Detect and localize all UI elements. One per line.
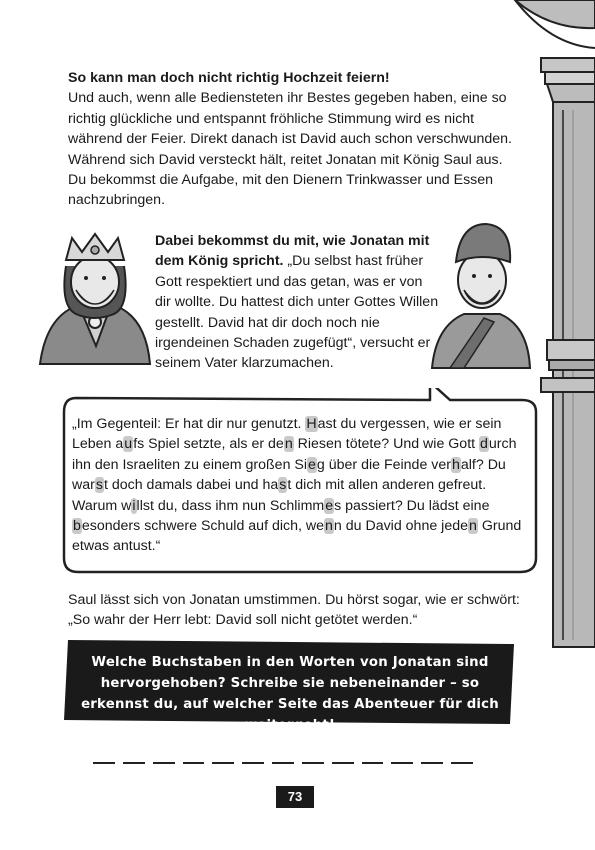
intro-paragraph — [68, 68, 513, 211]
answer-blank[interactable] — [391, 762, 413, 764]
answer-blank[interactable] — [123, 762, 145, 764]
answer-blank[interactable] — [451, 762, 473, 764]
page-number: 73 — [276, 786, 314, 808]
speech-intro-lead: Dabei bekommst du mit, wie Jonatan mit dem König spricht. — [155, 233, 430, 270]
speech-intro-quote: „Du selbst hast früher Gott respektiert und das getan, was er von dir wollte. Du hattest dich unter Gottes Willen gestellt. David hat dir doch noch nie irgendeinen Schaden zugefügt“, versucht er seinem Vater klarzumachen. — [155, 253, 439, 372]
bubble-text-segment: fs Spiel setzte, als er de — [133, 436, 284, 453]
highlighted-letter: h — [451, 456, 460, 473]
bubble-text-segment: ast du vergessen, wie er sein Leben a — [72, 416, 502, 453]
answer-blank[interactable] — [93, 762, 115, 764]
bubble-text-segment: Riesen tötete? Und wie Gott — [293, 436, 480, 453]
answer-blank[interactable] — [272, 762, 294, 764]
answer-blank[interactable] — [212, 762, 234, 764]
highlighted-letter: s — [95, 477, 103, 494]
bubble-text-segment: esonders schwere Schuld auf dich, we — [81, 518, 324, 535]
bubble-text-segment: Grund etwas antust.“ — [72, 518, 522, 555]
answer-blank[interactable] — [242, 762, 264, 764]
answer-blank[interactable] — [332, 762, 354, 764]
highlighted-letter: n — [469, 518, 477, 535]
speech-intro-paragraph — [155, 231, 440, 374]
highlighted-letter: e — [308, 456, 316, 473]
bubble-text-segment: llst du, dass ihm nun Schlimm — [136, 497, 325, 514]
answer-blank[interactable] — [362, 762, 384, 764]
bubble-text-segment: alf? Du war — [72, 456, 506, 494]
bubble-text-segment: n du David ohne jede — [333, 518, 468, 535]
highlighted-letter: n — [284, 436, 293, 453]
answer-blank[interactable] — [302, 762, 324, 764]
jonatan-illustration — [430, 218, 532, 376]
intro-body: Und auch, wenn alle Bediensteten ihr Bestes gegeben haben, eine so richtig glückliche und entspannt fröhliche Stimmung wird es nicht während der Feier. Direkt danach ist David auch schon verschwunden. Während sich David versteckt hält, reitet Jonatan mit König Saul aus. Du bekommst die Aufgabe, mit den Dienern Trinkwasser und Essen nachzubringen. — [68, 90, 512, 209]
highlighted-letter: i — [132, 497, 136, 514]
task-instruction: Welche Buchstaben in den Worten von Jonatan sind hervorgehoben? Schreibe sie nebeneinander – so erkennst du, auf welcher Seite das Abenteuer für dich weitergeht! — [81, 655, 499, 733]
bubble-quote — [72, 414, 532, 557]
bubble-text-segment: „Im Gegenteil: Er hat dir nur genutzt. — [72, 416, 306, 432]
highlighted-letter: H — [306, 416, 317, 432]
highlighted-letter: n — [325, 518, 333, 535]
bubble-text-segment: t dich mit allen anderen gefreut. Warum w — [72, 477, 487, 514]
bubble-text-segment: t doch damals dabei und ha — [103, 477, 279, 494]
bubble-text-segment: s passiert? Du lädst eine — [334, 497, 490, 514]
intro-headline: So kann man doch nicht richtig Hochzeit feiern! — [68, 70, 390, 86]
highlighted-letter: u — [124, 436, 133, 453]
answer-blank[interactable] — [421, 762, 443, 764]
king-saul-illustration — [36, 226, 154, 374]
highlighted-letter: s — [279, 477, 287, 494]
answer-blanks — [93, 752, 473, 766]
highlighted-letter: b — [73, 518, 81, 535]
answer-blank[interactable] — [183, 762, 205, 764]
bubble-text-segment: g über die Feinde ver — [316, 456, 451, 473]
highlighted-letter: d — [480, 436, 488, 453]
jonatan-speech-bubble — [58, 388, 542, 580]
highlighted-letter: e — [325, 497, 334, 514]
outro-paragraph: Saul lässt sich von Jonatan umstimmen. Du hörst sogar, wie er schwört: „So wahr der Herr lebt: David soll nicht getötet werden.“ — [68, 592, 520, 629]
bubble-text-segment: urch ihn den Israeliten zu einem großen Si — [72, 436, 517, 473]
answer-blank[interactable] — [153, 762, 175, 764]
task-box — [62, 638, 518, 733]
